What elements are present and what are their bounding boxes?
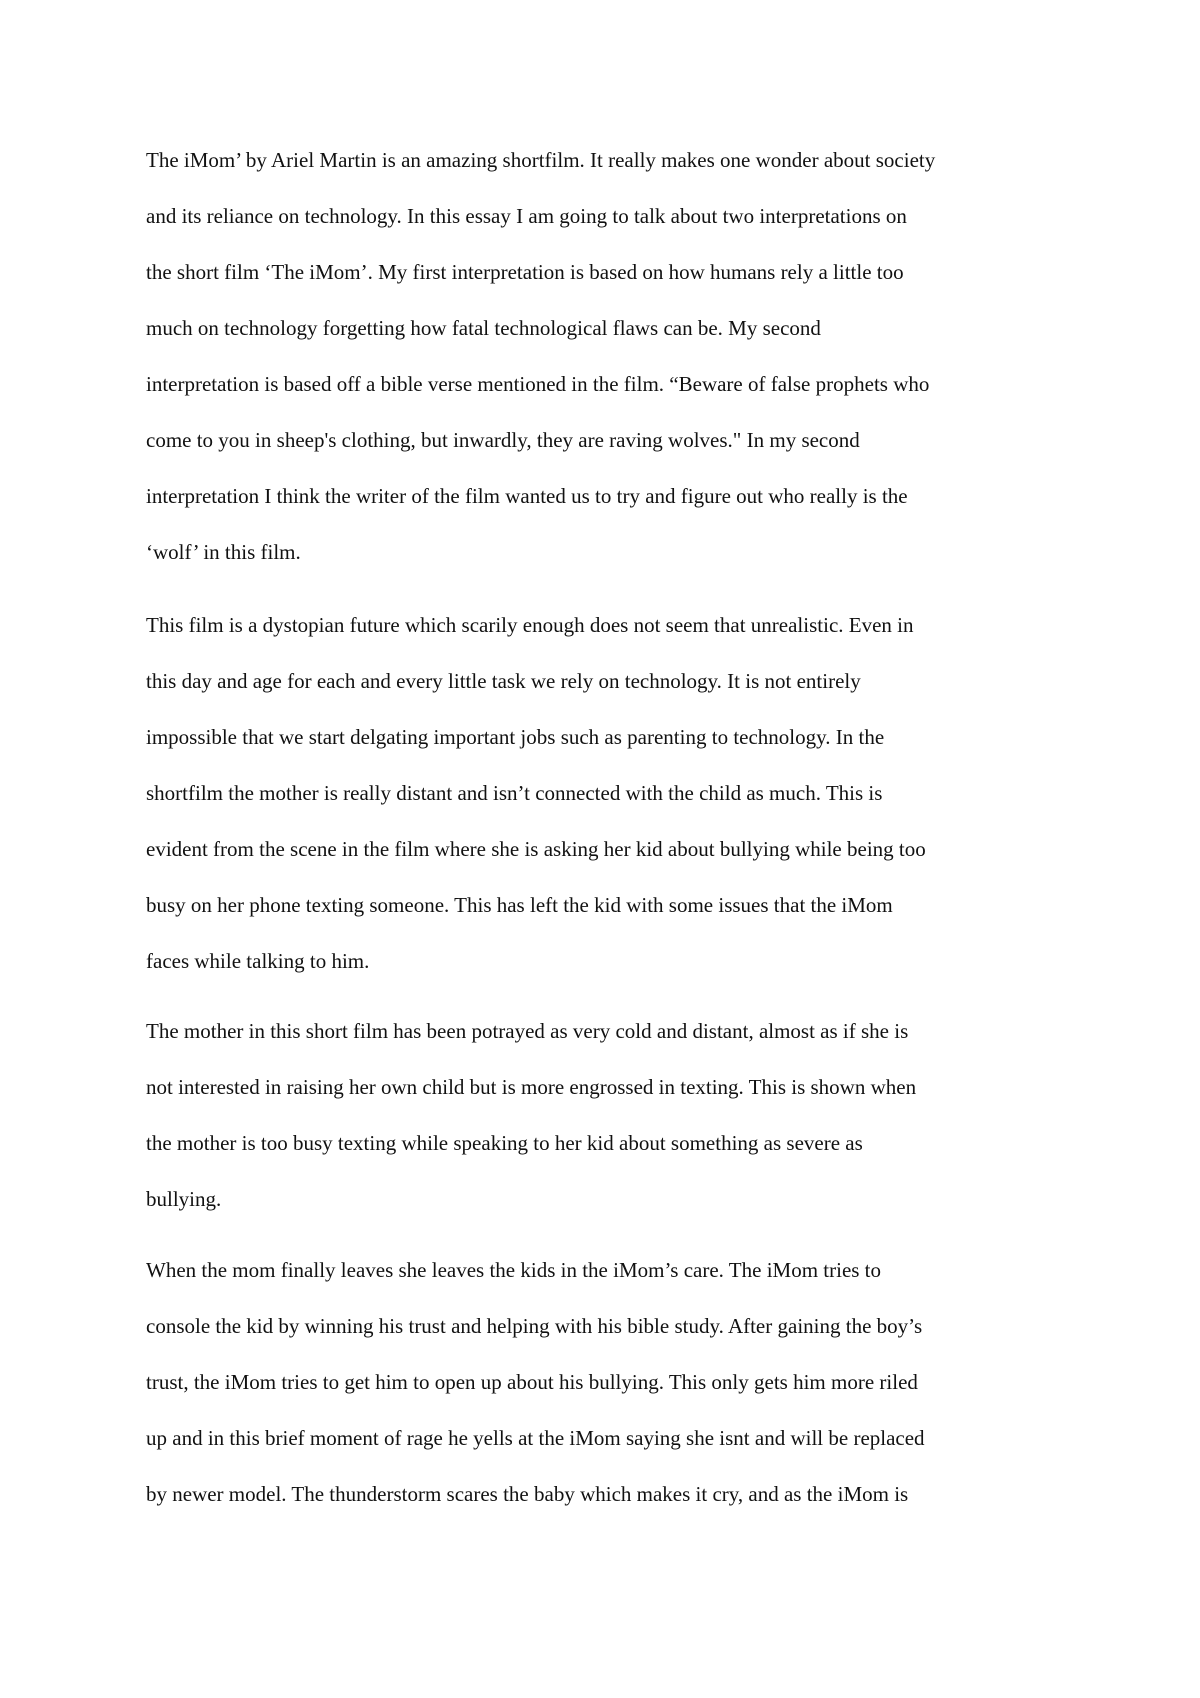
paragraph-4-line-4: up and in this brief moment of rage he yells at the iMom saying she isnt and will be replaced bbox=[146, 1426, 925, 1450]
paragraph-1-line-1: The iMom’ by Ariel Martin is an amazing shortfilm. It really makes one wonder about society bbox=[146, 148, 936, 172]
paragraph-3-line-3: the mother is too busy texting while speaking to her kid about something as severe as bbox=[146, 1131, 863, 1155]
paragraph-3-line-4: bullying. bbox=[146, 1187, 222, 1211]
paragraph-2-line-5: evident from the scene in the film where she is asking her kid about bullying while being too bbox=[146, 837, 926, 861]
paragraph-2-line-3: impossible that we start delgating important jobs such as parenting to technology. In the bbox=[146, 725, 885, 749]
paragraph-4-line-3: trust, the iMom tries to get him to open up about his bullying. This only gets him more riled bbox=[146, 1370, 918, 1394]
paragraph-2-line-7: faces while talking to him. bbox=[146, 949, 370, 973]
paragraph-2-line-4: shortfilm the mother is really distant and isn’t connected with the child as much. This is bbox=[146, 781, 883, 805]
paragraph-3-line-1: The mother in this short film has been potrayed as very cold and distant, almost as if she is bbox=[146, 1019, 909, 1043]
paragraph-4-line-2: console the kid by winning his trust and helping with his bible study. After gaining the boy’s bbox=[146, 1314, 923, 1338]
paragraph-1-line-6: come to you in sheep's clothing, but inwardly, they are raving wolves." In my second bbox=[146, 428, 860, 452]
paragraph-1-line-4: much on technology forgetting how fatal technological flaws can be. My second bbox=[146, 316, 821, 340]
paragraph-2-line-6: busy on her phone texting someone. This has left the kid with some issues that the iMom bbox=[146, 893, 893, 917]
paragraph-1-line-5: interpretation is based off a bible verse mentioned in the film. “Beware of false prophets who bbox=[146, 372, 930, 396]
paragraph-2-line-1: This film is a dystopian future which scarily enough does not seem that unrealistic. Even in bbox=[146, 613, 914, 637]
paragraph-1-line-3: the short film ‘The iMom’. My first interpretation is based on how humans rely a little too bbox=[146, 260, 904, 284]
paragraph-1-line-8: ‘wolf’ in this film. bbox=[146, 540, 301, 564]
paragraph-4-line-1: When the mom finally leaves she leaves the kids in the iMom’s care. The iMom tries to bbox=[146, 1258, 882, 1282]
paragraph-3-line-2: not interested in raising her own child but is more engrossed in texting. This is shown when bbox=[146, 1075, 917, 1099]
paragraph-1-line-7: interpretation I think the writer of the film wanted us to try and figure out who really is the bbox=[146, 484, 908, 508]
paragraph-2-line-2: this day and age for each and every little task we rely on technology. It is not entirely bbox=[146, 669, 861, 693]
paragraph-1-line-2: and its reliance on technology. In this essay I am going to talk about two interpretations on bbox=[146, 204, 907, 228]
paragraph-4-line-5: by newer model. The thunderstorm scares the baby which makes it cry, and as the iMom is bbox=[146, 1482, 909, 1506]
